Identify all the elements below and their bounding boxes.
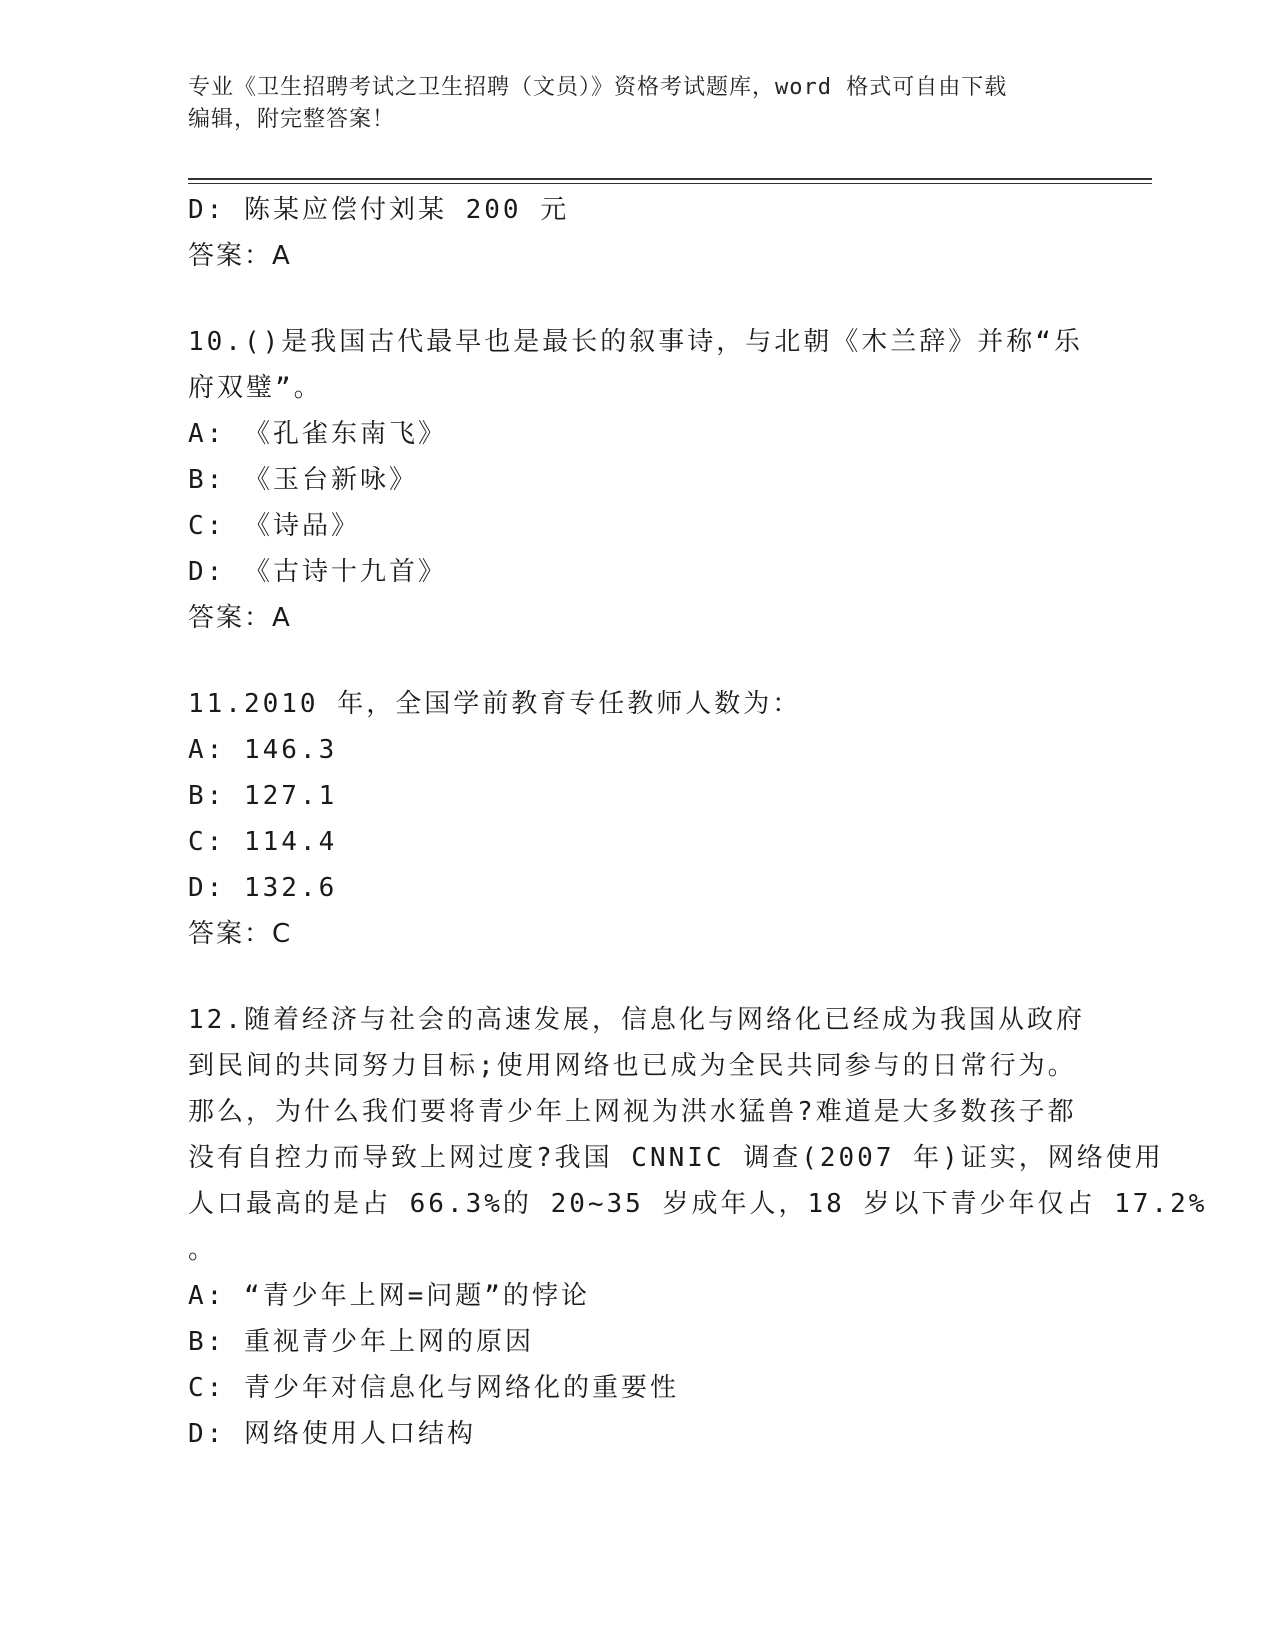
question-11-option-b: B: 127.1 <box>188 781 338 811</box>
question-10-text-line-1: 10.()是我国古代最早也是最长的叙事诗，与北朝《木兰辞》并称“乐 <box>188 327 1083 357</box>
spacer <box>188 279 1088 319</box>
question-12-option-d: D: 网络使用人口结构 <box>188 1419 476 1449</box>
spacer <box>188 641 1088 681</box>
question-12-option-b: B: 重视青少年上网的原因 <box>188 1327 534 1357</box>
spacer <box>188 957 1088 997</box>
question-11-option-a: A: 146.3 <box>188 735 338 765</box>
question-10-option-b: B: 《玉台新咏》 <box>188 465 418 495</box>
question-12-text-line-6: 。 <box>188 1235 218 1265</box>
question-10 <box>188 319 1088 641</box>
question-11-option-c: C: 114.4 <box>188 827 338 857</box>
question-10-answer: 答案：A <box>188 603 292 633</box>
prev-question-answer: 答案：A <box>188 241 292 271</box>
header-rule-thick <box>188 178 1152 180</box>
document-body <box>188 187 1208 1457</box>
question-11-option-d: D: 132.6 <box>188 873 338 903</box>
header-line-2: 编辑，附完整答案！ <box>188 107 396 132</box>
question-12-text-line-4: 没有自控力而导致上网过度?我国 CNNIC 调查(2007 年)证实，网络使用 <box>188 1143 1164 1173</box>
question-12-option-c: C: 青少年对信息化与网络化的重要性 <box>188 1373 679 1403</box>
question-11-text: 11.2010 年，全国学前教育专任教师人数为： <box>188 689 802 719</box>
question-12 <box>188 997 1208 1457</box>
question-12-text-line-2: 到民间的共同努力目标;使用网络也已成为全民共同参与的日常行为。 <box>188 1051 1077 1081</box>
question-10-option-c: C: 《诗品》 <box>188 511 360 541</box>
question-11-answer: 答案：C <box>188 919 293 949</box>
prev-question-option-d: D: 陈某应偿付刘某 200 元 <box>188 195 570 225</box>
question-10-text-line-2: 府双璧”。 <box>188 373 323 403</box>
question-10-option-a: A: 《孔雀东南飞》 <box>188 419 447 449</box>
header-line-1: 专业《卫生招聘考试之卫生招聘（文员）》资格考试题库，word 格式可自由下载 <box>188 75 1008 100</box>
document-header <box>188 72 1068 136</box>
question-12-option-a: A: “青少年上网=问题”的悖论 <box>188 1281 590 1311</box>
question-12-text-line-3: 那么，为什么我们要将青少年上网视为洪水猛兽?难道是大多数孩子都 <box>188 1097 1077 1127</box>
question-12-text-line-1: 12.随着经济与社会的高速发展，信息化与网络化已经成为我国从政府 <box>188 1005 1085 1035</box>
question-11 <box>188 681 1088 957</box>
header-rule-thin <box>188 183 1152 184</box>
question-12-text-line-5: 人口最高的是占 66.3%的 20~35 岁成年人，18 岁以下青少年仅占 17.2% <box>188 1189 1208 1219</box>
question-10-option-d: D: 《古诗十九首》 <box>188 557 447 587</box>
